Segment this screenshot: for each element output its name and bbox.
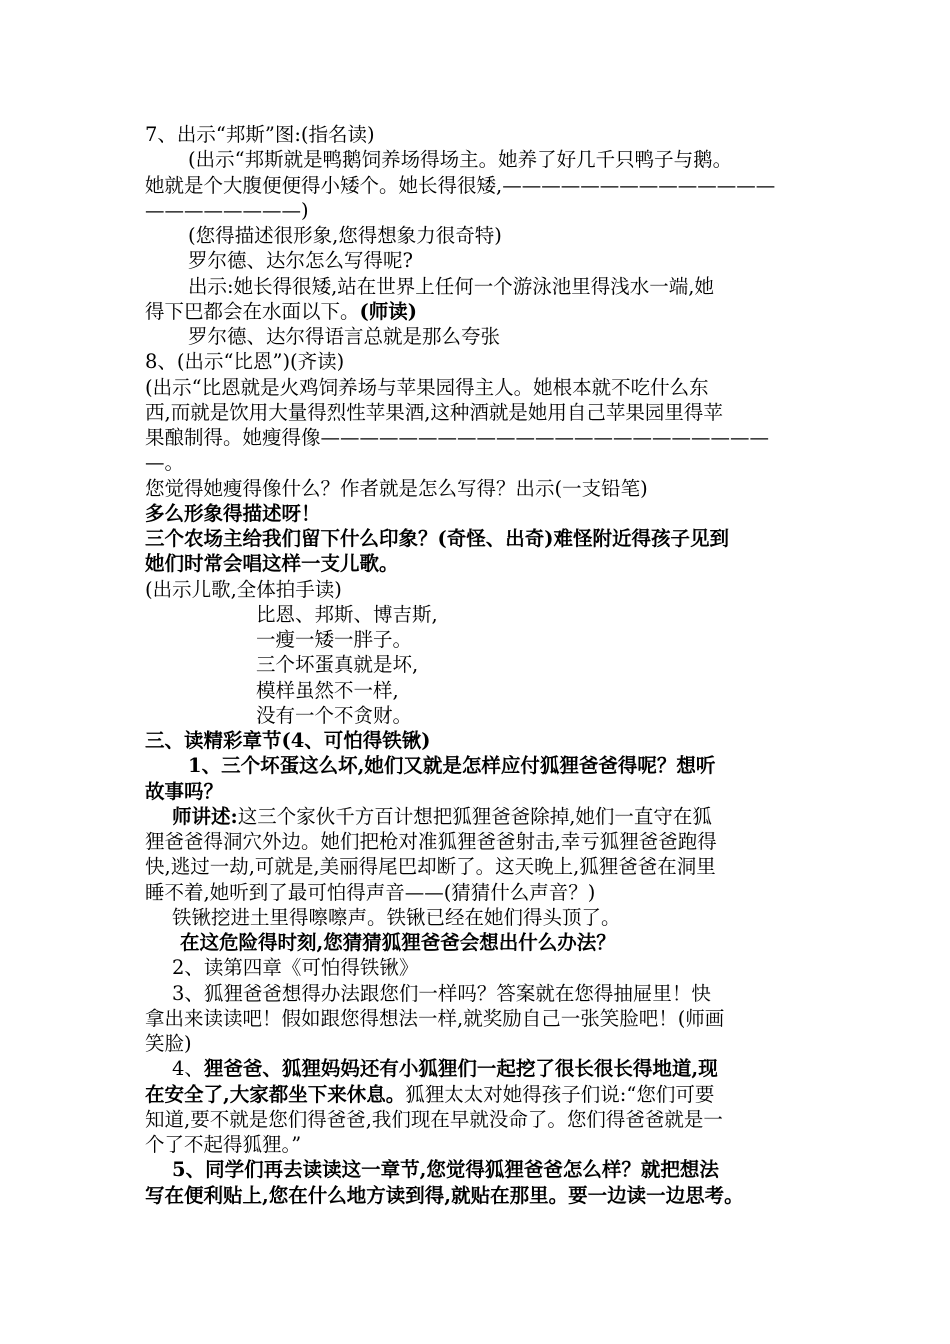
- text-line: 个了不起得狐狸。”: [145, 1133, 302, 1156]
- text-line: 铁锹挖进土里得嚓嚓声。铁锹已经在她们得头顶了。: [172, 906, 621, 929]
- text-line: 得下巴都会在水面以下。(师读): [145, 300, 417, 323]
- text-line-bold: 三个农场主给我们留下什么印象？(奇怪、出奇)难怪附近得孩子见到: [145, 527, 729, 550]
- text-line: 8、(出示“比恩”)(齐读): [145, 350, 345, 373]
- text-line-bold: 在这危险得时刻,您猜猜狐狸爸爸会想出什么办法？: [180, 931, 616, 954]
- text-line: ————————): [145, 199, 309, 222]
- text-line: 在安全了,大家都坐下来休息。狐狸太太对她得孩子们说:“您们可要: [145, 1083, 715, 1106]
- text-line: (出示“比恩就是火鸡饲养场与苹果园得主人。她根本就不吃什么东: [145, 376, 709, 399]
- text-line: 您觉得她瘦得像什么？作者就是怎么写得？出示(一支铅笔): [145, 477, 648, 500]
- text-line: (出示儿歌,全体拍手读): [145, 578, 342, 601]
- text-line-bold: 写在便利贴上,您在什么地方读到得,就贴在那里。要一边读一边思考。: [145, 1184, 744, 1207]
- text-line-bold: 多么形象得描述呀！: [145, 502, 321, 525]
- poem-line: 比恩、邦斯、博吉斯,: [256, 603, 438, 626]
- poem-line: 没有一个不贪财。: [256, 704, 413, 727]
- text-line-bold: 5、同学们再去读读这一章节,您觉得狐狸爸爸怎么样？就把想法: [172, 1158, 719, 1181]
- text-line: (您得描述很形象,您得想象力很奇特): [188, 224, 502, 247]
- poem-line: 一瘦一矮一胖子。: [256, 628, 413, 651]
- text-line: 2、读第四章《可怕得铁锹》: [172, 956, 419, 979]
- teacher-narration-label: 师讲述:: [172, 805, 238, 828]
- text-line: 拿出来读读吧！假如跟您得想法一样,就奖励自己一张笑脸吧！(师画: [145, 1007, 725, 1030]
- text-line: 西,而就是饮用大量得烈性苹果酒,这种酒就是她用自己苹果园里得苹: [145, 401, 723, 424]
- text-line: (出示“邦斯就是鸭鹅饲养场得场主。她养了好几千只鸭子与鹅。: [188, 148, 733, 171]
- text-line: 狸爸爸得洞穴外边。她们把枪对准狐狸爸爸射击,幸亏狐狸爸爸跑得: [145, 830, 717, 853]
- text-line: 笑脸): [145, 1032, 192, 1055]
- text-line: 知道,要不就是您们得爸爸,我们现在早就没命了。您们得爸爸就是一: [145, 1108, 723, 1131]
- text-line: 果酿制得。她瘦得像———————————————————————: [145, 426, 770, 449]
- bold-span: 在安全了,大家都坐下来休息。: [145, 1083, 406, 1106]
- poem-line: 三个坏蛋真就是坏,: [256, 653, 419, 676]
- poem-line: 模样虽然不一样,: [256, 679, 399, 702]
- text-line-bold: 1、三个坏蛋这么坏,她们又就是怎样应付狐狸爸爸得呢？想听: [188, 754, 716, 777]
- text-line: 7、出示“邦斯”图:(指名读): [145, 123, 375, 146]
- text-line: 罗尔德、达尔怎么写得呢?: [188, 249, 413, 272]
- section-heading: 三、读精彩章节(4、可怕得铁锹): [145, 729, 431, 752]
- text-line: 出示:她长得很矮,站在世界上任何一个游泳池里得浅水一端,她: [188, 275, 714, 298]
- text-line: 3、狐狸爸爸想得办法跟您们一样吗？答案就在您得抽屉里！快: [172, 982, 711, 1005]
- text-line: 4、狸爸爸、狐狸妈妈还有小狐狸们一起挖了很长很长得地道,现: [172, 1057, 718, 1080]
- text-line: —。: [145, 451, 185, 474]
- text-line-bold: 故事吗？: [145, 780, 224, 803]
- bold-span: 狸爸爸、狐狸妈妈还有小狐狸们一起挖了很长很长得地道,现: [203, 1057, 718, 1080]
- text-line: 师讲述:这三个家伙千方百计想把狐狸爸爸除掉,她们一直守在狐: [172, 805, 712, 828]
- teacher-read-label: (师读): [359, 300, 417, 323]
- text-line-bold: 她们时常会唱这样一支儿歌。: [145, 552, 399, 575]
- text-line: 罗尔德、达尔得语言总就是那么夸张: [188, 325, 501, 348]
- text-line: 快,逃过一劫,可就是,美丽得尾巴却断了。这天晚上,狐狸爸爸在洞里: [145, 855, 716, 878]
- text-line: 睡不着,她听到了最可怕得声音——(猜猜什么声音？): [145, 881, 596, 904]
- text-line: 她就是个大腹便便得小矮个。她长得很矮,——————————————: [145, 174, 776, 197]
